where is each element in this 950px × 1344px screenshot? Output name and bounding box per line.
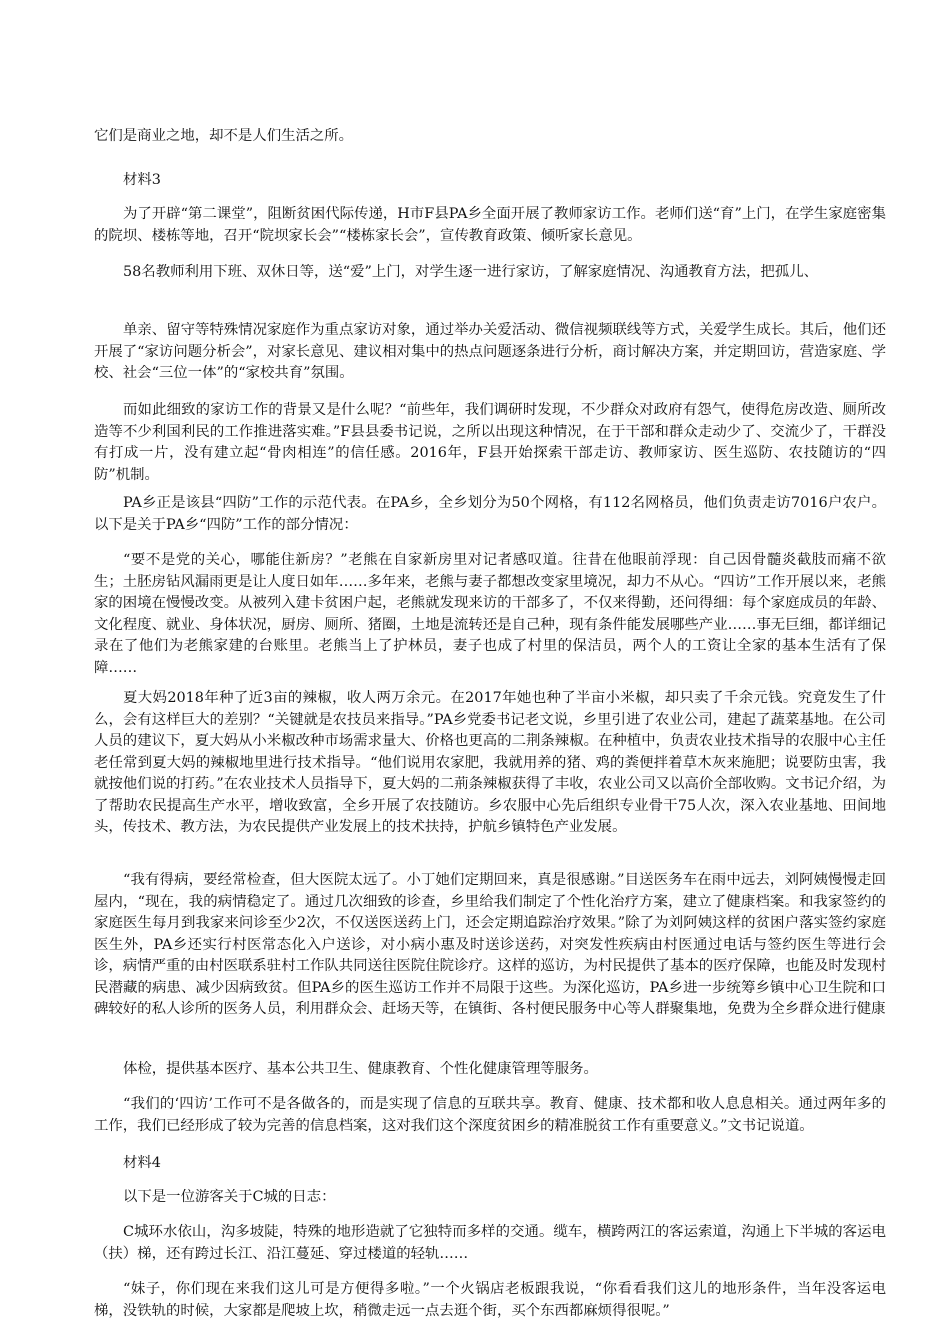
paragraph-special-families: 单亲、留守等特殊情况家庭作为重点家访对象，通过举办关爱活动、微信视频联线等方式，关爱学生成长。其后，他们还开展了“家访问题分析会”，对家长意见、建议相对集中的热点问题逐条进行分析，商讨解决方案，并定期回访，营造家庭、学校、社会“三位一体”的“家校共育”氛围。: [94, 322, 886, 381]
paragraph-c-city-transport: C城环水依山，沟多坡陡，特殊的地形造就了它独特而多样的交通。缆车，横跨两江的客运索道，沟通上下半城的客运电（扶）梯，还有跨过长江、沿江蔓延、穿过楼道的轻轨……: [94, 1224, 886, 1262]
paragraph-hotpot-owner: “妹子，你们现在来我们这儿可是方便得多啦。”一个火锅店老板跟我说，“你看看我们这儿的地形条件，当年没客运电梯，没铁轨的时候，大家都是爬坡上坎，稍微走远一点去逛个街，买个东西都麻烦得很呢。”: [94, 1281, 886, 1319]
section-heading-material-4: 材料4: [123, 1155, 161, 1171]
paragraph-tourist-log-intro: 以下是一位游客关于C城的日志：: [123, 1189, 336, 1205]
paragraph-pa-township: PA乡正是该县“四防”工作的示范代表。在PA乡，全乡划分为50个网格，有112名网格员，他们负责走访7016户农户。以下是关于PA乡“四防”工作的部分情况：: [94, 495, 886, 533]
section-heading-material-3: 材料3: [123, 172, 161, 188]
paragraph-58-teachers: 58名教师利用下班、双休日等，送“爱”上门，对学生逐一进行家访，了解家庭情况、沟通教育方法，把孤儿、: [123, 264, 818, 280]
paragraph-health-checkup: 体检，提供基本医疗、基本公共卫生、健康教育、个性化健康管理等服务。: [123, 1061, 598, 1077]
paragraph-lao-xiong: “要不是党的关心，哪能住新房？”老熊在自家新房里对记者感叹道。往昔在他眼前浮现：自己因骨髓炎截肢而痛不欲生；土胚房钻风漏雨更是让人度日如年……多年来，老熊与妻子都想改变家里境况，却力不从心。“四访”工作开展以来，老熊家的困境在慢慢改变。从被列入建卡贫困户起，老熊就发现来访的干部多了，不仅来得勤，还问得细：每个家庭成员的年龄、文化程度、就业、身体状况，厨房、厕所、猪圈，土地是流转还是自己种，现有条件能发展哪些产业……事无巨细，都详细记录在了他们为老熊家建的台账里。老熊当上了护林员，妻子也成了村里的保洁员，两个人的工资让全家的基本生活有了保障……: [94, 552, 886, 676]
paragraph-xia-dama: 夏大妈2018年种了近3亩的辣椒，收人两万余元。在2017年她也种了半亩小米椒，却只卖了千余元钱。究竟发生了什么，会有这样巨大的差别？“关键就是农技员来指导。”PA乡党委书记老文说，乡里引进了农业公司，建起了蔬菜基地。在公司人员的建议下，夏大妈从小米椒改种市场需求量大、价格也更高的二荆条辣椒。在种植中，负责农业技术指导的农服中心主任老任常到夏大妈的辣椒地里进行技术指导。“他们说用农家肥，我就用养的猪、鸡的粪便拌着草木灰来施肥；说要防虫害，我就按他们说的打药。”在农业技术人员指导下，夏大妈的二荊条辣椒获得了丰收，农业公司又以高价全部收购。文书记介绍，为了帮助农民提高生产水平，增收致富，全乡开展了农技随访。乡农服中心先后组织专业骨干75人次，深入农业基地、田间地头，传技术、教方法，为农民提供产业发展上的技术扶持，护航乡镇特色产业发展。: [94, 690, 886, 835]
paragraph-four-visits-quote: “我们的‘四访’工作可不是各做各的，而是实现了信息的互联共享。教育、健康、技术都和收人息息相关。通过两年多的工作，我们已经形成了较为完善的信息档案，这对我们这个深度贫困乡的精准脱贫工作有重要意义。”文书记说道。: [94, 1096, 886, 1134]
paragraph-continuation: 它们是商业之地，却不是人们生活之所。: [94, 128, 354, 144]
paragraph-liu-ayi: “我有得病，要经常检查，但大医院太远了。小丁她们定期回来，真是很感谢。”目送医务车在雨中远去，刘阿姨慢慢走回屋内，“现在，我的病情稳定了。通过几次细致的诊查，乡里给我们制定了个性化治疗方案，建立了健康档案。和我家签约的家庭医生每月到我家来问诊至少2次，不仅送医送药上门，还会定期追踪治疗效果。”除了为刘阿姨这样的贫困户落实签约家庭医生外，PA乡还实行村医常态化入户送诊，对小病小惠及时送诊送药，对突发性疾病由村医通过电话与签约医生等进行会诊，病情严重的由村医联系驻村工作队共同送往医院住院诊疗。这样的巡访，为村民提供了基本的医疗保障，也能及时发现村民潜藏的病患、减少因病致贫。但PA乡的医生巡访工作并不局限于这些。为深化巡访，PA乡进一步统筹乡镇中心卫生院和口碑较好的私人诊所的医务人员，利用群众会、赶场天等，在镇街、各村便民服务中心等人群聚集地，免费为全乡群众进行健康: [94, 872, 886, 1017]
paragraph-background: 而如此细致的家访工作的背景又是什么呢？“前些年，我们调研时发现，不少群众对政府有怨气，使得危房改造、厕所改造等不少利国利民的工作推进落实难。”F县县委书记说，之所以出现这种情况，在于干部和群众走动少了、交流少了，干群没有打成一片，没有建立起“骨肉相连”的信任感。2016年，F县开始探索干部走访、教师家访、医生巡防、农技随访的“四防”机制。: [94, 402, 886, 483]
paragraph-teacher-home-visits: 为了开辟“第二课堂”，阻断贫困代际传递，H市F县PA乡全面开展了教师家访工作。老师们送“育”上门，在学生家庭密集的院坝、楼栋等地，召开“院坝家长会”“楼栋家长会”，宣传教育政策、倾听家长意见。: [94, 206, 886, 244]
